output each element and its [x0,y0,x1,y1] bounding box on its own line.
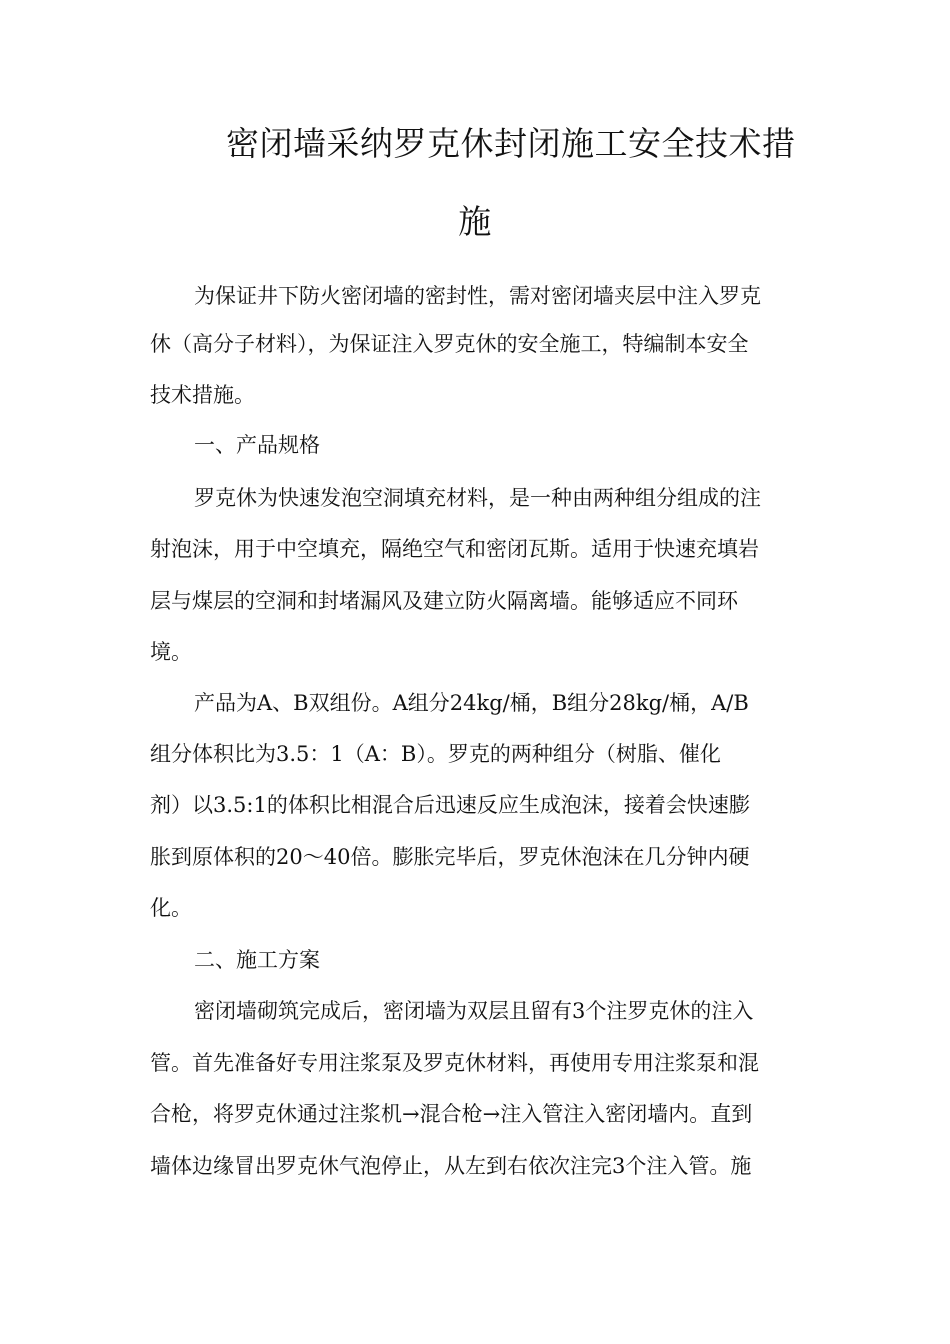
paragraph-1-line-2: 休（高分子材料），为保证注入罗克休的安全施工，特编制本安全 [150,332,749,356]
paragraph-4-line-4: 墙体边缘冒出罗克休气泡停止，从左到右依次注完3个注入管。施 [150,1154,752,1178]
section-heading-construction-plan: 二、施工方案 [194,948,320,972]
paragraph-2-line-2: 射泡沫，用于中空填充，隔绝空气和密闭瓦斯。适用于快速充填岩 [150,537,759,561]
paragraph-3-line-1: 产品为A、B双组份。A组分24kg/桶，B组分28kg/桶，A/B [194,691,749,715]
paragraph-3-line-5: 化。 [150,896,192,920]
section-heading-product-spec: 一、产品规格 [194,433,320,457]
paragraph-2-line-4: 境。 [150,640,192,664]
paragraph-3-line-4: 胀到原体积的20～40倍。膨胀完毕后，罗克休泡沫在几分钟内硬 [150,845,750,869]
paragraph-1-line-1: 为保证井下防火密闭墙的密封性，需对密闭墙夹层中注入罗克 [194,284,761,308]
paragraph-3-line-3: 剂）以3.5:1的体积比相混合后迅速反应生成泡沫，接着会快速膨 [150,793,750,817]
paragraph-4-line-3: 合枪，将罗克休通过注浆机→混合枪→注入管注入密闭墙内。直到 [150,1102,753,1126]
paragraph-2-line-3: 层与煤层的空洞和封堵漏风及建立防火隔离墙。能够适应不同环 [150,589,738,613]
paragraph-4-line-2: 管。首先准备好专用注浆泵及罗克休材料，再使用专用注浆泵和混 [150,1051,759,1075]
document-title-line-2: 施 [458,202,492,241]
paragraph-4-line-1: 密闭墙砌筑完成后，密闭墙为双层且留有3个注罗克休的注入 [194,999,754,1023]
paragraph-2-line-1: 罗克休为快速发泡空洞填充材料，是一种由两种组分组成的注 [194,486,761,510]
paragraph-3-line-2: 组分体积比为3.5：1（A：B）。罗克的两种组分（树脂、催化 [150,742,721,766]
document-title-line-1: 密闭墙采纳罗克休封闭施工安全技术措 [226,124,796,163]
paragraph-1-line-3: 技术措施。 [150,383,255,407]
